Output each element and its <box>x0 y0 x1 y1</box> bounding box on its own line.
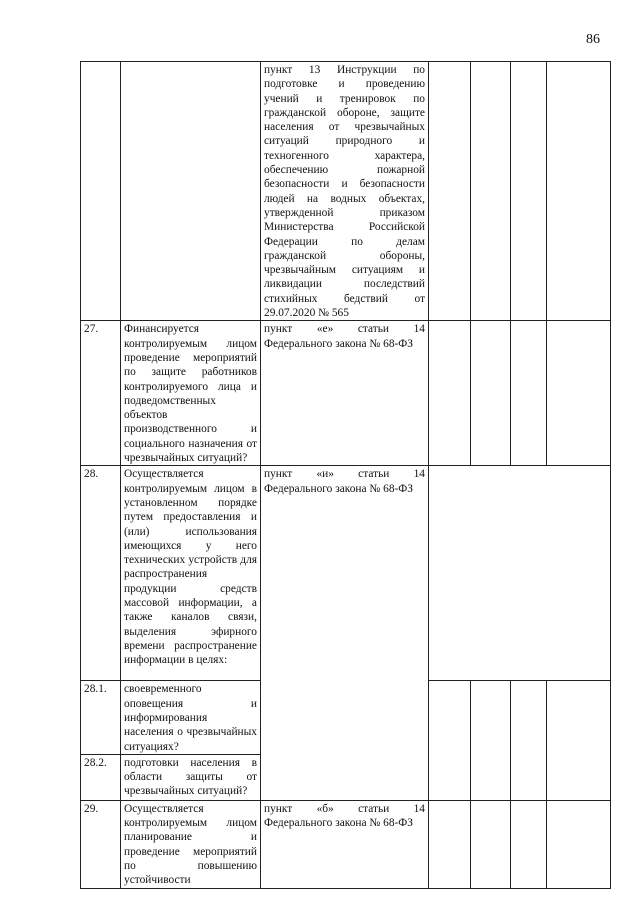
row-reference: пункт «б» статьи 14 Федерального закона № 68-ФЗ <box>261 800 429 888</box>
table-row <box>81 321 611 466</box>
row-number: 27. <box>81 321 121 466</box>
row-question: Осуществляется контролируемым лицом в установленном порядке путем предоставления и (или) использования имеющихся у него технических устройств для распространения продукции средств массовой информации, а также каналов связи, выделения эфирного времени распространение информации в целях: <box>121 466 261 681</box>
answer-no-cell <box>471 321 511 466</box>
answer-na-cell <box>511 62 547 321</box>
merged-answer-cell <box>429 466 611 681</box>
note-cell <box>547 800 611 888</box>
answer-no-cell <box>471 62 511 321</box>
note-cell <box>547 62 611 321</box>
answer-yes-cell <box>429 681 471 800</box>
row-reference: пункт 13 Инструкции по подготовке и проведению учений и тренировок по гражданской обороне, защите населения от чрезвычайных ситуаций природного и техногенного характера, обеспечению пожарной безопасности и безопасности людей на водных объектах, утвержденной приказом Министерства Российской Федерации по делам гражданской обороны, чрезвычайным ситуациям и ликвидации последствий стихийных бедствий от 29.07.2020 № 565 <box>261 62 429 321</box>
row-reference: пункт «е» статьи 14 Федерального закона № 68-ФЗ <box>261 321 429 466</box>
table-row <box>81 62 611 321</box>
note-cell <box>547 681 611 800</box>
row-question: своевременного оповещения и информирования населения о чрезвычайных ситуациях? <box>121 681 261 754</box>
row-number: 28.2. <box>81 754 121 800</box>
answer-yes-cell <box>429 321 471 466</box>
answer-na-cell <box>511 800 547 888</box>
answer-na-cell <box>511 681 547 800</box>
row-number <box>81 62 121 321</box>
row-question: Финансируется контролируемым лицом проведение мероприятий по защите работников контролируемого лица и подведомственных объектов производственного и социального назначения от чрезвычайных ситуаций? <box>121 321 261 466</box>
row-question: Осуществляется контролируемым лицом планирование и проведение мероприятий по повышению устойчивости <box>121 800 261 888</box>
answer-yes-cell <box>429 62 471 321</box>
table-row <box>81 466 611 681</box>
row-number: 28. <box>81 466 121 681</box>
row-number: 29. <box>81 800 121 888</box>
checklist-table <box>80 61 611 889</box>
answer-yes-cell <box>429 800 471 888</box>
row-question <box>121 62 261 321</box>
table-row <box>81 800 611 888</box>
note-cell <box>547 321 611 466</box>
page-number: 86 <box>586 32 600 47</box>
answer-na-cell <box>511 321 547 466</box>
row-reference: пункт «и» статьи 14 Федерального закона № 68-ФЗ <box>261 466 429 800</box>
row-question: подготовки населения в области защиты от чрезвычайных ситуаций? <box>121 754 261 800</box>
row-number: 28.1. <box>81 681 121 754</box>
answer-no-cell <box>471 800 511 888</box>
answer-no-cell <box>471 681 511 800</box>
